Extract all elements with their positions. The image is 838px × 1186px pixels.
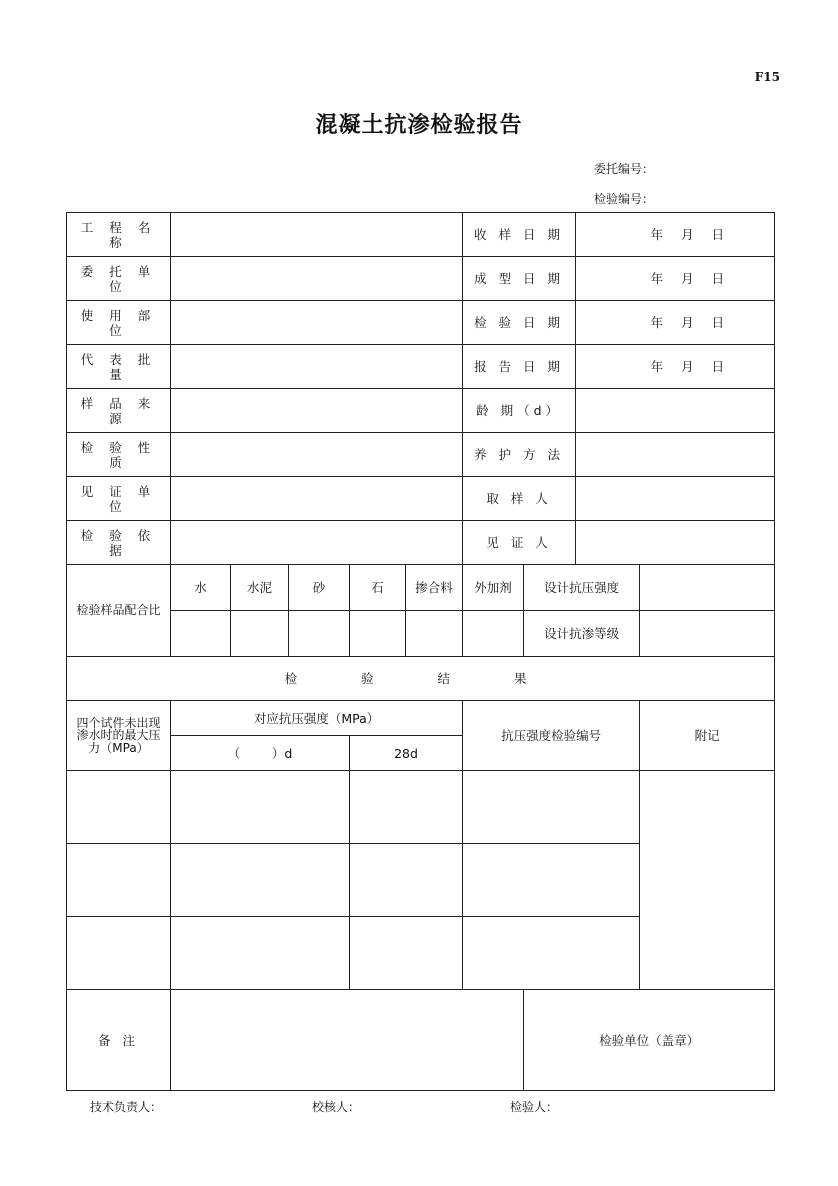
sample-source-value[interactable] <box>171 389 463 433</box>
pressure-cell[interactable] <box>67 771 171 844</box>
usage-location-value[interactable] <box>171 301 463 345</box>
age-value[interactable] <box>576 389 775 433</box>
mix-col-admixture: 掺合料 <box>406 565 463 611</box>
table-row <box>67 990 775 1091</box>
unit-seal-label: 检验单位（盖章） <box>524 990 775 1091</box>
table-row <box>67 257 775 301</box>
test-date-label: 检 验 日 期 <box>463 301 576 345</box>
table-row <box>67 301 775 345</box>
project-name-value[interactable] <box>171 213 463 257</box>
mix-col-cement: 水泥 <box>231 565 289 611</box>
sampler-label: 取 样 人 <box>463 477 576 521</box>
remarks-value[interactable] <box>171 990 524 1091</box>
witness-unit-value[interactable] <box>171 477 463 521</box>
max-pressure-header: 四个试件未出现渗水时的最大压力（MPa） <box>67 701 171 771</box>
results-section-title: 检 验 结 果 <box>67 657 775 701</box>
table-row <box>67 611 775 657</box>
test-number-label: 检验编号： <box>594 192 655 206</box>
strength-number-cell[interactable] <box>463 917 640 990</box>
mix-admixture-value[interactable] <box>406 611 463 657</box>
pressure-cell[interactable] <box>67 917 171 990</box>
table-row <box>67 389 775 433</box>
strength-number-cell[interactable] <box>463 771 640 844</box>
sample-source-label: 样 品 来 源 <box>67 389 171 433</box>
strength-28d-cell[interactable] <box>350 771 463 844</box>
curing-method-label: 养 护 方 法 <box>463 433 576 477</box>
design-strength-label: 设计抗压强度 <box>524 565 640 611</box>
strength-number-header: 抗压强度检验编号 <box>463 701 640 771</box>
mix-stone-value[interactable] <box>350 611 406 657</box>
age-custom-header: （ ）d <box>171 736 350 771</box>
table-row <box>67 701 775 736</box>
age-label: 龄 期（d） <box>463 389 576 433</box>
sampler-value[interactable] <box>576 477 775 521</box>
note-cell[interactable] <box>640 771 775 990</box>
mix-col-additive: 外加剂 <box>463 565 524 611</box>
client-unit-value[interactable] <box>171 257 463 301</box>
design-strength-value[interactable] <box>640 565 775 611</box>
usage-location-label: 使 用 部 位 <box>67 301 171 345</box>
witness-value[interactable] <box>576 521 775 565</box>
tech-lead-label: 技术负责人： <box>90 1100 163 1114</box>
molding-date-value[interactable]: 年 月 日 <box>576 257 775 301</box>
reviewer-label: 校核人： <box>312 1100 361 1114</box>
entrust-number-label: 委托编号： <box>594 162 655 176</box>
mix-cement-value[interactable] <box>231 611 289 657</box>
witness-label: 见 证 人 <box>463 521 576 565</box>
mix-sand-value[interactable] <box>289 611 350 657</box>
mix-col-water: 水 <box>171 565 231 611</box>
mix-col-sand: 砂 <box>289 565 350 611</box>
design-seepage-value[interactable] <box>640 611 775 657</box>
mix-col-stone: 石 <box>350 565 406 611</box>
table-row <box>67 433 775 477</box>
table-row <box>67 477 775 521</box>
batch-size-label: 代 表 批 量 <box>67 345 171 389</box>
strength-number-cell[interactable] <box>463 844 640 917</box>
receipt-date-value[interactable]: 年 月 日 <box>576 213 775 257</box>
strength-custom-cell[interactable] <box>171 917 350 990</box>
strength-28d-cell[interactable] <box>350 917 463 990</box>
witness-unit-label: 见 证 单 位 <box>67 477 171 521</box>
receipt-date-label: 收 样 日 期 <box>463 213 576 257</box>
note-column-header: 附记 <box>640 701 775 771</box>
age-28d-header: 28d <box>350 736 463 771</box>
strength-custom-cell[interactable] <box>171 771 350 844</box>
table-row <box>67 565 775 611</box>
client-unit-label: 委 托 单 位 <box>67 257 171 301</box>
design-seepage-label: 设计抗渗等级 <box>524 611 640 657</box>
test-nature-value[interactable] <box>171 433 463 477</box>
mix-water-value[interactable] <box>171 611 231 657</box>
test-date-value[interactable]: 年 月 日 <box>576 301 775 345</box>
inspector-label: 检验人： <box>510 1100 559 1114</box>
project-name-label: 工 程 名 称 <box>67 213 171 257</box>
remarks-label: 备 注 <box>67 990 171 1091</box>
table-row <box>67 771 775 844</box>
pressure-cell[interactable] <box>67 844 171 917</box>
curing-method-value[interactable] <box>576 433 775 477</box>
batch-size-value[interactable] <box>171 345 463 389</box>
strength-header: 对应抗压强度（MPa） <box>171 701 463 736</box>
report-title: 混凝土抗渗检验报告 <box>315 113 523 138</box>
test-basis-value[interactable] <box>171 521 463 565</box>
test-basis-label: 检 验 依 据 <box>67 521 171 565</box>
table-row <box>67 657 775 701</box>
report-date-value[interactable]: 年 月 日 <box>576 345 775 389</box>
report-table <box>66 212 775 1091</box>
strength-custom-cell[interactable] <box>171 844 350 917</box>
molding-date-label: 成 型 日 期 <box>463 257 576 301</box>
form-code: F15 <box>754 70 780 84</box>
report-date-label: 报 告 日 期 <box>463 345 576 389</box>
test-nature-label: 检 验 性 质 <box>67 433 171 477</box>
mix-additive-value[interactable] <box>463 611 524 657</box>
table-row <box>67 521 775 565</box>
strength-28d-cell[interactable] <box>350 844 463 917</box>
table-row <box>67 345 775 389</box>
mix-ratio-label: 检验样品配合比 <box>67 565 171 657</box>
table-row <box>67 213 775 257</box>
